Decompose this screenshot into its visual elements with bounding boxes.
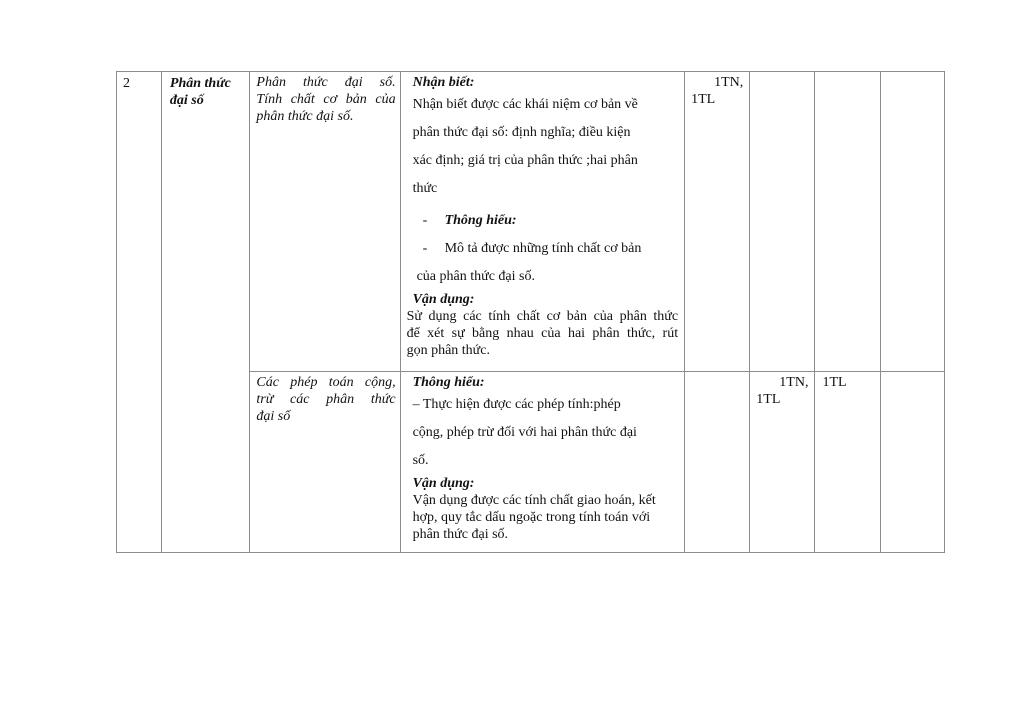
table-row <box>117 372 1024 553</box>
requirements-cell <box>400 372 685 553</box>
van-dung-heading: Vận dụng: <box>412 476 475 491</box>
thong-hieu-bullet <box>407 207 679 235</box>
content-line: Tính chất cơ bản của <box>256 92 396 107</box>
requirement-line: Vận dụng được các tính chất giao hoán, kết <box>412 493 656 508</box>
requirement-text: Mô tả được những tính chất cơ bản <box>444 241 642 256</box>
thong-hieu-item <box>407 235 679 263</box>
requirement-line: của phân thức đại số. <box>416 269 535 284</box>
content-line: phân thức đại số. <box>256 109 354 124</box>
table-row <box>117 72 1024 372</box>
requirement-line: hợp, quy tắc dấu ngoặc trong tính toán với <box>412 510 651 525</box>
bullet-dash: - <box>422 213 428 228</box>
requirement-line: Sử dụng các tính chất cơ bản của phân thức <box>406 309 679 324</box>
topic-cell: Phân thức đại số <box>161 72 250 553</box>
level-cell-nhan-biet <box>685 72 750 372</box>
requirement-line: xác định; giá trị của phân thức ;hai phân <box>412 153 638 168</box>
bullet-dash: - <box>422 241 428 256</box>
requirement-line: – Thực hiện được các phép tính:phép <box>412 397 621 412</box>
content-line: trừ các phân thức <box>256 392 396 407</box>
content-line: Phân thức đại số. <box>256 75 396 90</box>
level-cell-van-dung: 1TL <box>815 372 880 553</box>
requirement-line: phân thức đại số. <box>412 527 509 542</box>
level-cell-van-dung-cao <box>880 72 944 372</box>
requirement-line: Nhận biết được các khái niệm cơ bản về <box>412 97 638 112</box>
thong-hieu-heading: Thông hiểu: <box>412 375 485 390</box>
content-line: Các phép toán cộng, <box>256 375 396 390</box>
level-value: 1TL <box>756 392 781 407</box>
level-cell-van-dung <box>815 72 880 372</box>
level-cell-thong-hieu <box>750 372 815 553</box>
requirements-cell <box>400 72 685 372</box>
content-line: đại số <box>256 409 291 424</box>
content-cell <box>250 72 400 372</box>
van-dung-heading: Vận dụng: <box>412 292 475 307</box>
requirement-line: để xét sự bằng nhau của hai phân thức, rút <box>406 326 679 341</box>
level-cell-nhan-biet <box>685 372 750 553</box>
level-value: 1TN, <box>714 75 744 90</box>
requirement-line: gọn phân thức. <box>406 343 490 358</box>
requirement-line: số. <box>412 453 429 468</box>
content-cell <box>250 372 400 553</box>
requirement-line: cộng, phép trừ đối với hai phân thức đại <box>412 425 637 440</box>
level-value: 1TL <box>691 92 716 107</box>
level-cell-thong-hieu <box>750 72 815 372</box>
assessment-matrix-table <box>116 71 1024 553</box>
thong-hieu-heading: Thông hiểu: <box>444 213 517 228</box>
row-number: 2 <box>117 72 162 553</box>
requirement-line: thức <box>412 181 438 196</box>
level-value: 1TN, <box>779 375 809 390</box>
level-cell-van-dung-cao <box>880 372 944 553</box>
requirement-line: phân thức đại số: định nghĩa; điều kiện <box>412 125 631 140</box>
nhan-biet-heading: Nhận biết: <box>412 75 475 90</box>
